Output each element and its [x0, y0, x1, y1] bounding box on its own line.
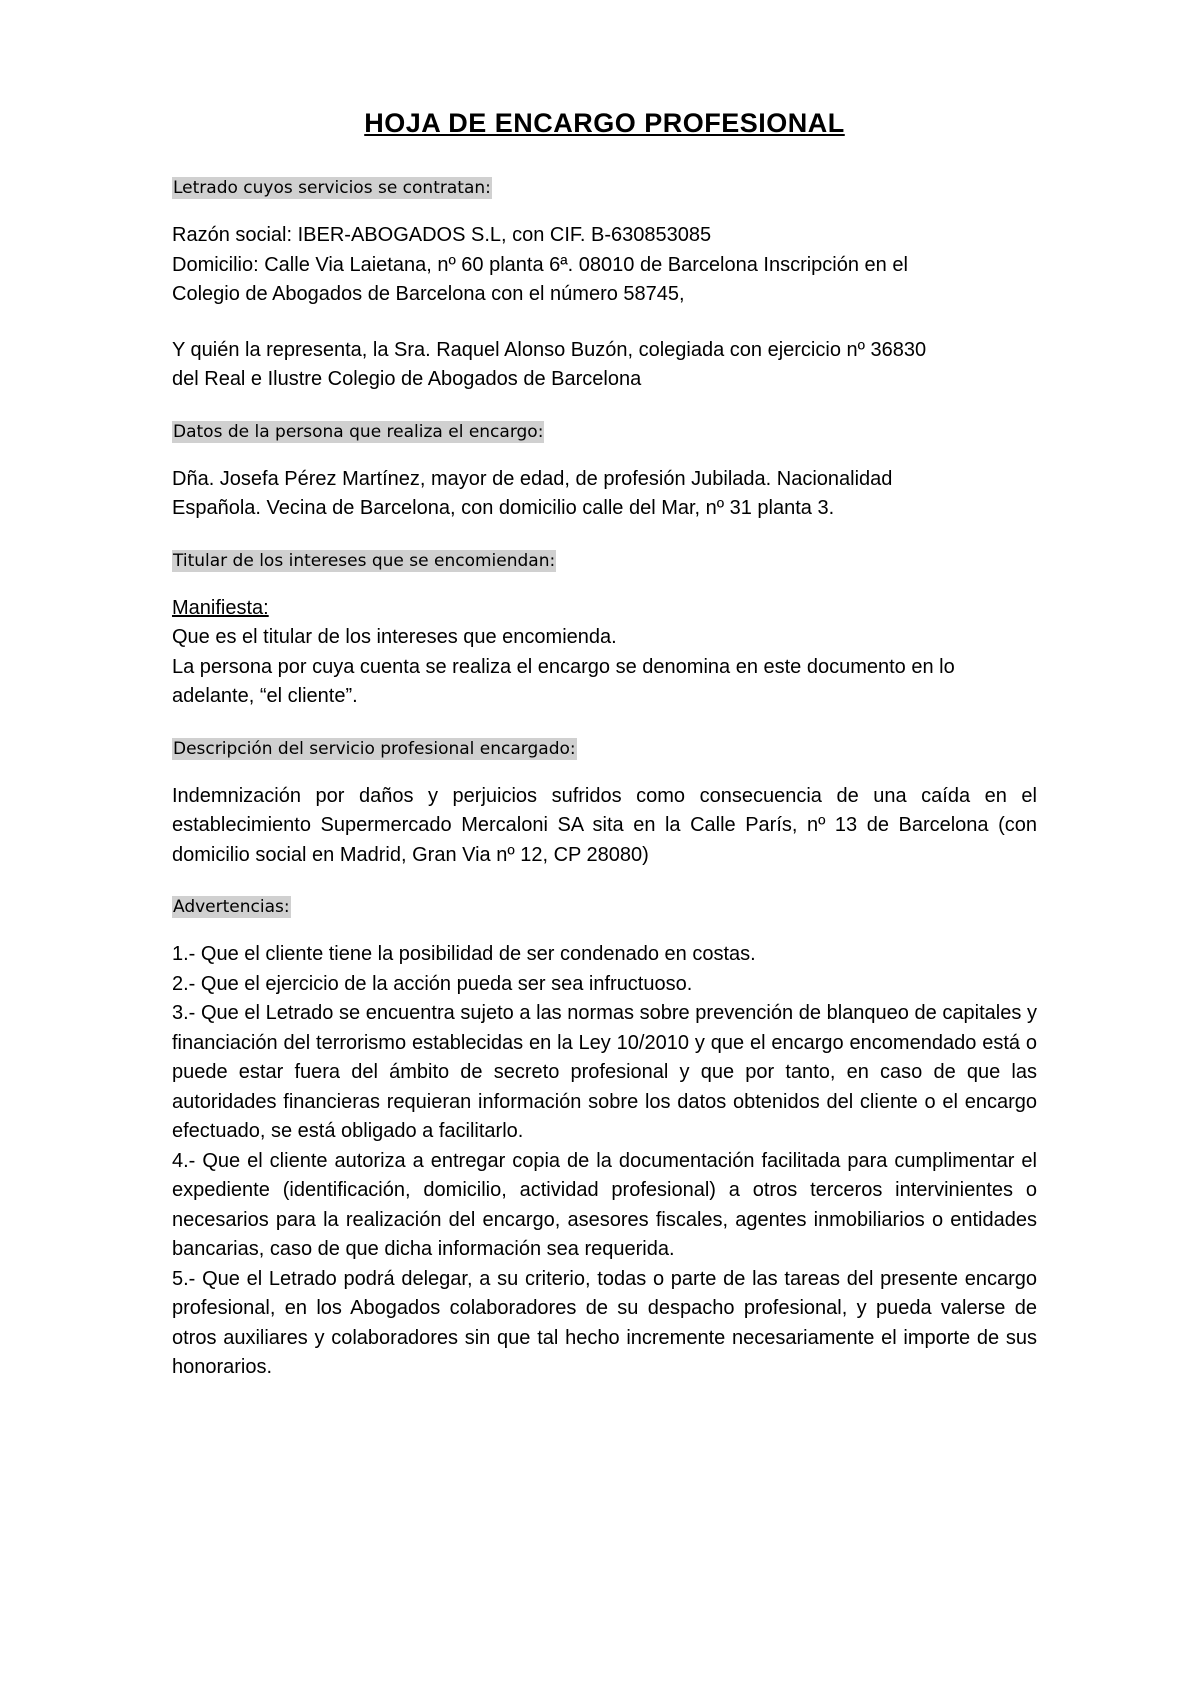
- section-descripcion: [172, 738, 1037, 871]
- section-label-datos: Datos de la persona que realiza el encargo:: [173, 421, 544, 442]
- titular-details: [172, 594, 1037, 712]
- letrado-details: [172, 221, 1037, 310]
- section-label-letrado: Letrado cuyos servicios se contratan:: [173, 178, 491, 198]
- section-label-titular: Titular de los intereses que se encomiendan:: [173, 550, 556, 571]
- domicilio-line-1: Domicilio: Calle Via Laietana, nº 60 planta 6ª. 08010 de Barcelona Inscripción en el: [172, 253, 908, 276]
- section-titular: [172, 550, 1037, 712]
- titular-line-1: Que es el titular de los intereses que encomienda.: [172, 626, 617, 648]
- document-title: HOJA DE ENCARGO PROFESIONAL: [364, 108, 845, 138]
- section-label-advertencias: Advertencias:: [173, 897, 290, 917]
- advertencia-item: 2.- Que el ejercicio de la acción pueda ser sea infructuoso.: [172, 972, 693, 995]
- titular-line-2: La persona por cuya cuenta se realiza el encargo se denomina en este documento en lo: [172, 655, 955, 678]
- representante-line-1: Y quién la representa, la Sra. Raquel Alonso Buzón, colegiada con ejercicio nº 36830: [172, 338, 927, 361]
- advertencia-item: 1.- Que el cliente tiene la posibilidad de ser condenado en costas.: [172, 943, 756, 965]
- section-advertencias: [172, 896, 1037, 1383]
- descripcion-text: Indemnización por daños y perjuicios sufridos como consecuencia de una caída en el establecimiento Supermercado Mercaloni SA sita en la Calle París, nº 13 de Barcelona (con domicilio social en Madrid, Gran Via nº 12, CP 28080): [172, 784, 1037, 866]
- datos-line-1: Dña. Josefa Pérez Martínez, mayor de edad, de profesión Jubilada. Nacionalidad: [172, 467, 893, 490]
- manifiesta-heading: Manifiesta:: [172, 596, 269, 619]
- section-datos: [172, 421, 1037, 524]
- representante-details: [172, 336, 1037, 395]
- domicilio-line-2: Colegio de Abogados de Barcelona con el número 58745,: [172, 283, 685, 305]
- advertencias-list: [172, 940, 1037, 1383]
- section-letrado: [172, 177, 1037, 395]
- representante-line-2: del Real e Ilustre Colegio de Abogados de Barcelona: [172, 368, 642, 390]
- advertencia-item: 3.- Que el Letrado se encuentra sujeto a las normas sobre prevención de blanqueo de capitales y financiación del terrorismo establecidas en la Ley 10/2010 y que el encargo encomendado está o puede estar fuera del ámbito de secreto profesional y que por tanto, en caso de que las autoridades financieras requieran información sobre los datos obtenidos del cliente o el encargo efectuado, se está obligado a facilitarlo.: [172, 1002, 1037, 1142]
- titular-line-3: adelante, “el cliente”.: [172, 685, 358, 707]
- datos-line-2: Española. Vecina de Barcelona, con domicilio calle del Mar, nº 31 planta 3.: [172, 497, 835, 519]
- advertencia-item: 5.- Que el Letrado podrá delegar, a su criterio, todas o parte de las tareas del presente encargo profesional, en los Abogados colaboradores de su despacho profesional, y pueda valerse de otros auxiliares y colaboradores sin que tal hecho incremente necesariamente el importe de sus honorarios.: [172, 1267, 1037, 1378]
- advertencia-item: 4.- Que el cliente autoriza a entregar copia de la documentación facilitada para cumplimentar el expediente (identificación, domicilio, actividad profesional) a otros terceros intervinientes o necesarios para la realización del encargo, asesores fiscales, agentes inmobiliarios o entidades bancarias, caso de que dicha información sea requerida.: [172, 1149, 1037, 1260]
- datos-details: [172, 465, 1037, 524]
- document-page: [172, 108, 1037, 1383]
- section-label-descripcion: Descripción del servicio profesional encargado:: [173, 738, 576, 759]
- razon-social-line: Razón social: IBER-ABOGADOS S.L, con CIF. B-630853085: [172, 224, 712, 246]
